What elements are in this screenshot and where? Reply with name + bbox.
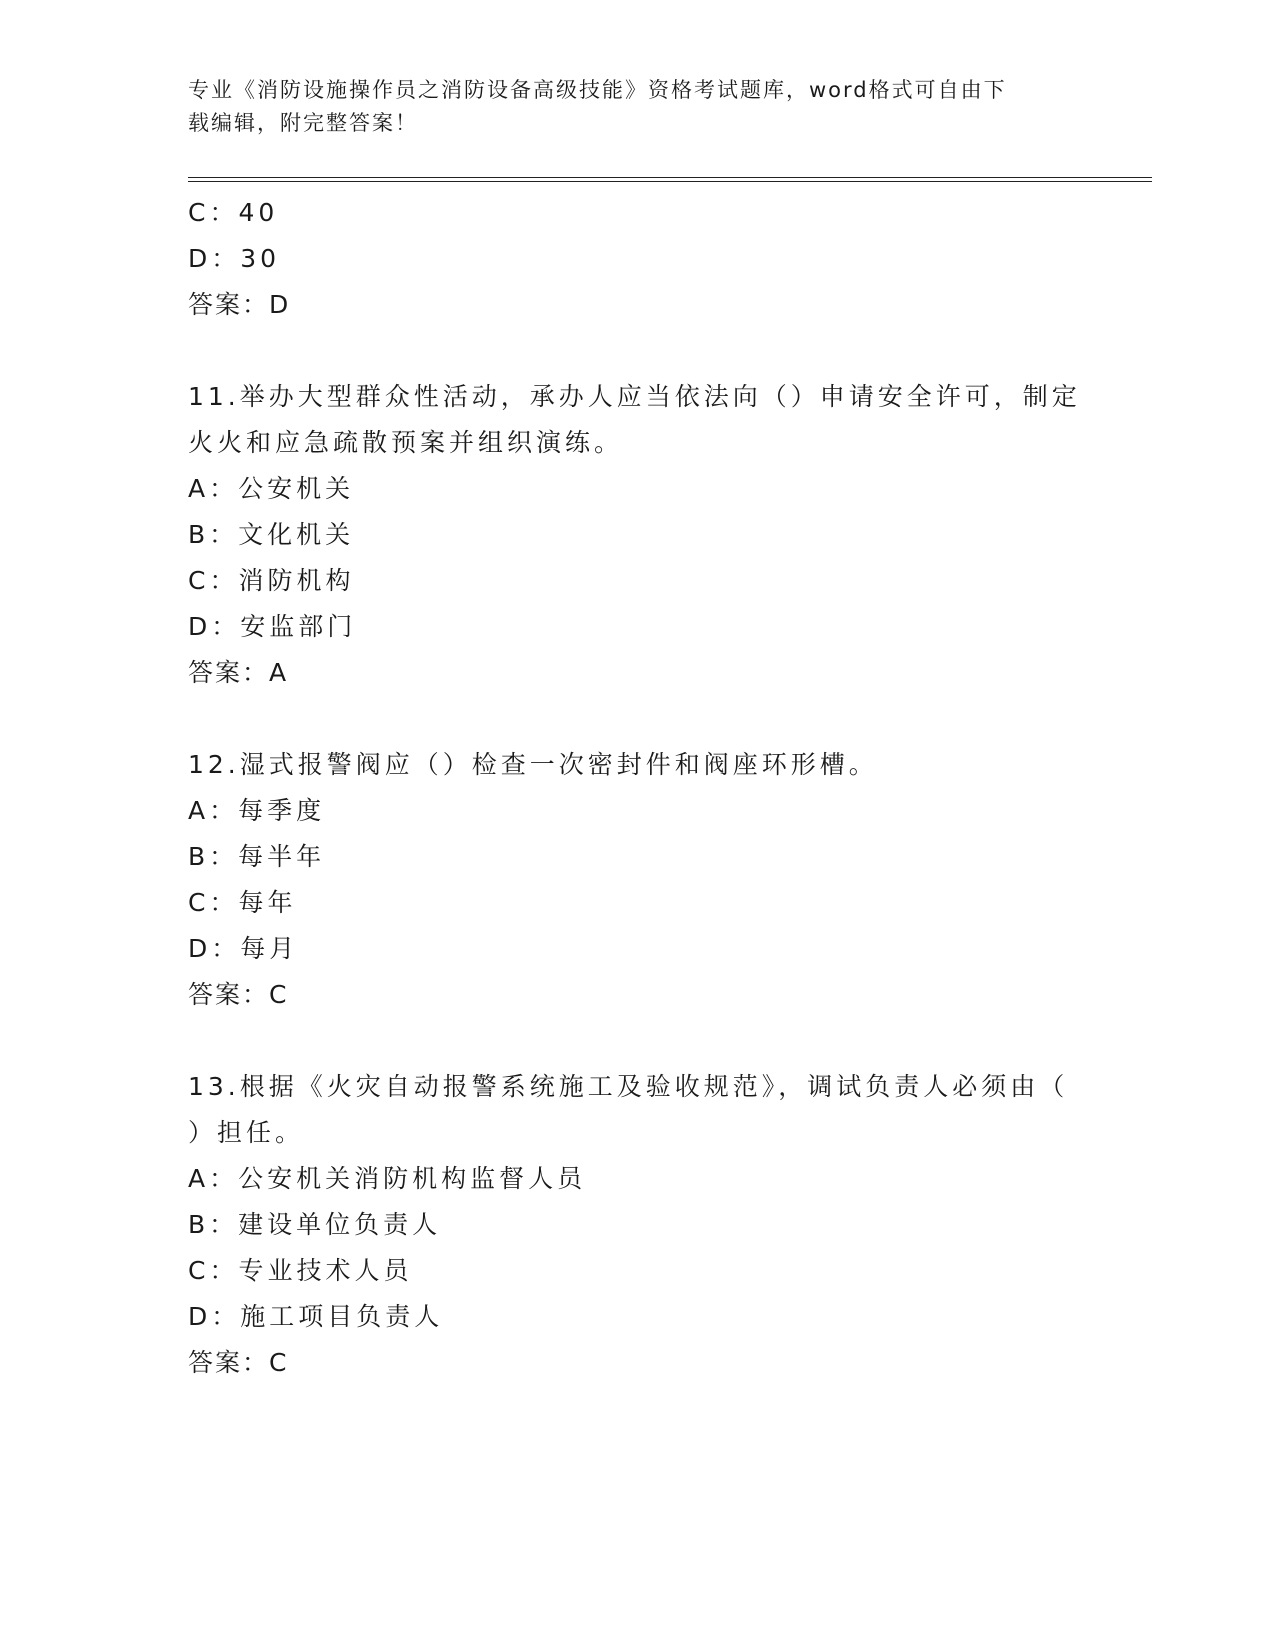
option-a: A：公安机关消防机构监督人员	[188, 1164, 587, 1193]
option-c: C：40	[188, 198, 279, 227]
option-d: D：每月	[188, 934, 299, 963]
question-11	[188, 374, 1088, 696]
option-b: B：每半年	[188, 842, 326, 871]
question-stem-line: ）担任。	[188, 1118, 305, 1147]
question-stem-line: 13.根据《火灾自动报警系统施工及验收规范》，调试负责人必须由（	[188, 1072, 1069, 1101]
answer-line: 答案：A	[188, 658, 289, 687]
answer-line: 答案：C	[188, 980, 289, 1009]
question-stem-line: 火火和应急疏散预案并组织演练。	[188, 428, 624, 457]
option-a: A：每季度	[188, 796, 326, 825]
question-stem-line: 11.举办大型群众性活动，承办人应当依法向（）申请安全许可，制定	[188, 382, 1081, 411]
option-a: A：公安机关	[188, 474, 355, 503]
option-c: C：每年	[188, 888, 297, 917]
answer-line: 答案：D	[188, 290, 291, 319]
question-stem-line: 12.湿式报警阀应（）检查一次密封件和阀座环形槽。	[188, 750, 878, 779]
header-divider	[188, 177, 1152, 182]
continued-question	[188, 190, 1088, 328]
option-c: C：专业技术人员	[188, 1256, 413, 1285]
option-d: D：30	[188, 244, 281, 273]
question-12	[188, 742, 1088, 1018]
question-13	[188, 1064, 1088, 1386]
answer-line: 答案：C	[188, 1348, 289, 1377]
option-c: C：消防机构	[188, 566, 355, 595]
option-d: D：安监部门	[188, 612, 357, 641]
option-b: B：文化机关	[188, 520, 355, 549]
option-b: B：建设单位负责人	[188, 1210, 442, 1239]
header-line-2: 载编辑，附完整答案！	[188, 111, 418, 135]
option-d: D：施工项目负责人	[188, 1302, 444, 1331]
document-header	[188, 74, 1068, 140]
header-line-1: 专业《消防设施操作员之消防设备高级技能》资格考试题库，word格式可自由下	[188, 78, 1007, 102]
document-body	[188, 190, 1088, 1386]
